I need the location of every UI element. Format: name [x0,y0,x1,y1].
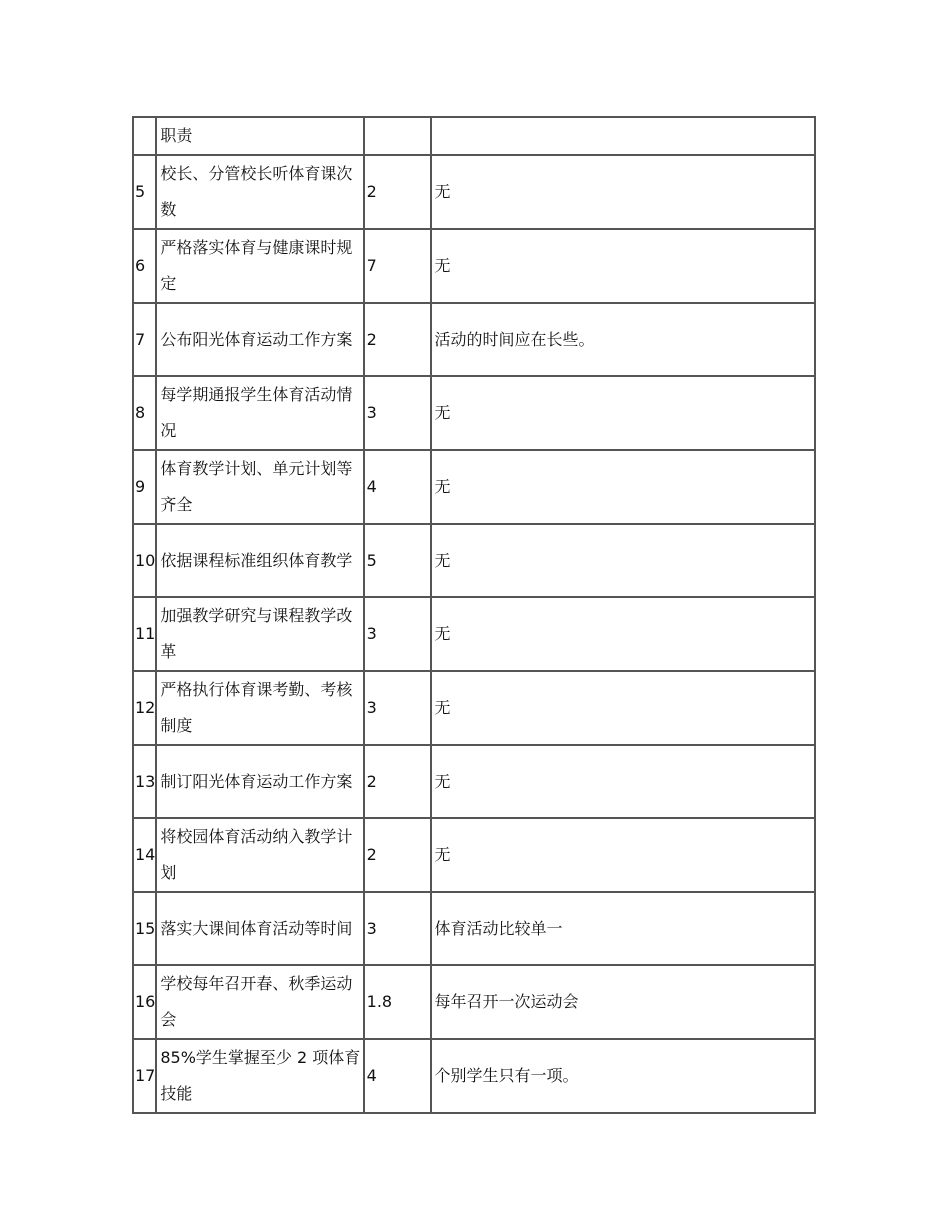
table-row [134,893,816,966]
row-item: 加强教学研究与课程教学改革 [157,598,364,672]
row-item: 校长、分管校长听体育课次数 [157,156,364,230]
row-score: 4 [365,1040,433,1114]
table-row [134,525,816,598]
row-item: 每学期通报学生体育活动情况 [157,377,364,451]
row-number: 11 [134,598,157,672]
row-number: 15 [134,893,157,966]
row-number: 10 [134,525,157,598]
header-note-cell [432,118,816,156]
row-note: 活动的时间应在长些。 [432,304,816,377]
row-item: 依据课程标准组织体育教学 [157,525,364,598]
row-item: 严格执行体育课考勤、考核制度 [157,672,364,746]
row-note: 无 [432,746,816,819]
row-note: 无 [432,598,816,672]
row-item: 公布阳光体育运动工作方案 [157,304,364,377]
row-item: 落实大课间体育活动等时间 [157,893,364,966]
header-no-cell [134,118,157,156]
row-score: 3 [365,893,433,966]
row-note: 无 [432,451,816,525]
row-score: 2 [365,304,433,377]
table-row [134,156,816,230]
row-note: 无 [432,819,816,893]
row-number: 6 [134,230,157,304]
table-header-row [134,118,816,156]
table-row [134,1040,816,1114]
row-score: 4 [365,451,433,525]
row-note: 个别学生只有一项。 [432,1040,816,1114]
table-row [134,451,816,525]
table-row [134,819,816,893]
table-row [134,230,816,304]
row-number: 9 [134,451,157,525]
row-number: 5 [134,156,157,230]
row-note: 无 [432,672,816,746]
row-note: 无 [432,230,816,304]
table-row [134,672,816,746]
row-note: 每年召开一次运动会 [432,966,816,1040]
row-number: 14 [134,819,157,893]
table-row [134,304,816,377]
evaluation-table [132,116,816,1114]
row-score: 3 [365,672,433,746]
row-score: 2 [365,156,433,230]
row-item: 将校园体育活动纳入教学计划 [157,819,364,893]
table-row [134,377,816,451]
row-number: 16 [134,966,157,1040]
row-item: 85%学生掌握至少 2 项体育技能 [157,1040,364,1114]
row-score: 3 [365,377,433,451]
row-number: 12 [134,672,157,746]
row-note: 体育活动比较单一 [432,893,816,966]
row-note: 无 [432,377,816,451]
row-item: 体育教学计划、单元计划等齐全 [157,451,364,525]
row-note: 无 [432,525,816,598]
table-row [134,746,816,819]
row-item: 严格落实体育与健康课时规定 [157,230,364,304]
header-score-cell [365,118,433,156]
row-score: 5 [365,525,433,598]
row-score: 3 [365,598,433,672]
row-note: 无 [432,156,816,230]
row-score: 2 [365,819,433,893]
row-number: 17 [134,1040,157,1114]
row-item: 制订阳光体育运动工作方案 [157,746,364,819]
header-item-cell: 职责 [157,118,364,156]
row-number: 8 [134,377,157,451]
table-row [134,598,816,672]
row-score: 1.8 [365,966,433,1040]
row-item: 学校每年召开春、秋季运动会 [157,966,364,1040]
row-number: 13 [134,746,157,819]
row-number: 7 [134,304,157,377]
row-score: 2 [365,746,433,819]
table-row [134,966,816,1040]
row-score: 7 [365,230,433,304]
